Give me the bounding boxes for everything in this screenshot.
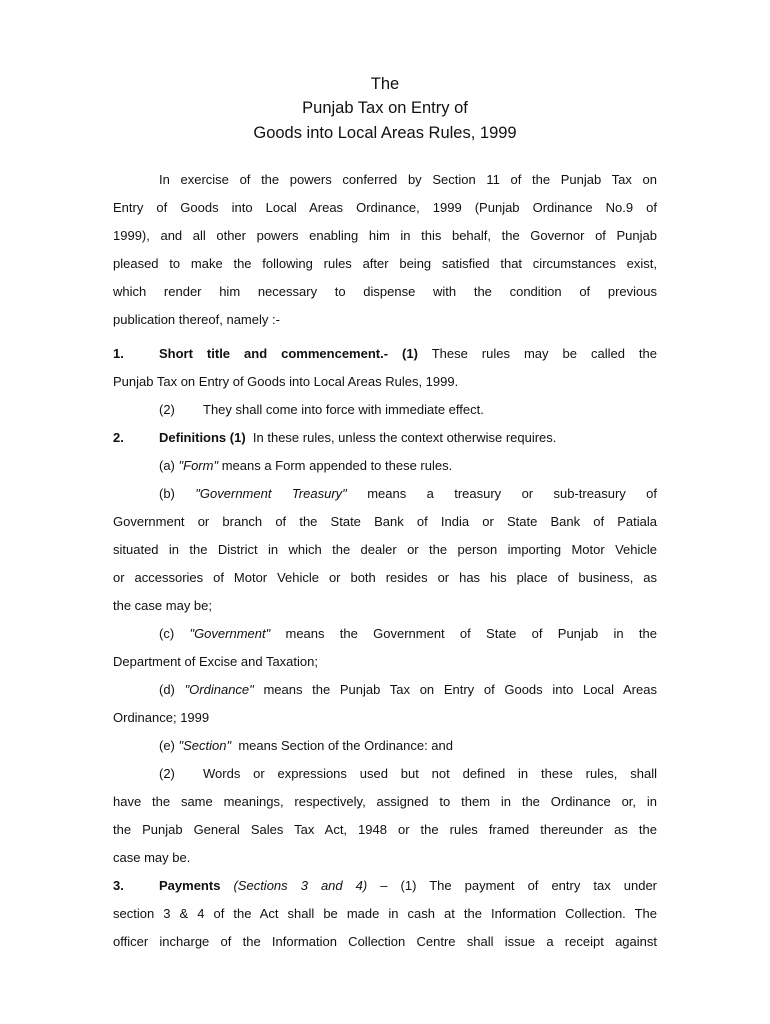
rule-sections: (Sections 3 and 4) [233, 878, 368, 893]
rule-3-line: section 3 & 4 of the Act shall be made in cash at the Information Collection. The [113, 906, 657, 921]
rule-number: 3. [113, 878, 124, 893]
def-text: means the Government of State of Punjab in the [285, 626, 657, 641]
definition-b-line: situated in the District in which the dealer or the person importing Motor Vehicle [113, 542, 657, 557]
preamble-line: 1999), and all other powers enabling him in this behalf, the Governor of Punjab [113, 228, 657, 243]
def-term: "Ordinance" [184, 682, 254, 697]
sub-text: Words or expressions used but not defined in these rules, shall [203, 766, 657, 781]
def-text: means a Form appended to these rules. [221, 458, 453, 473]
def-label: (c) [159, 626, 175, 641]
def-term: "Section" [178, 738, 232, 753]
rule-heading: Definitions (1) [159, 430, 246, 445]
definition-b-line: the case may be; [113, 598, 212, 613]
def-text: means the Punjab Tax on Entry of Goods into Local Areas [263, 682, 657, 697]
preamble-line: which render him necessary to dispense with the condition of previous [113, 284, 657, 299]
definition-c-line: Department of Excise and Taxation; [113, 654, 318, 669]
rule-2-line: the Punjab General Sales Tax Act, 1948 or the rules framed thereunder as the [113, 822, 657, 837]
rule-3-line: officer incharge of the Information Collection Centre shall issue a receipt against [113, 934, 657, 949]
sub-label: (2) [159, 402, 175, 417]
preamble-line: In exercise of the powers conferred by Section 11 of the Punjab Tax on [159, 172, 657, 187]
def-text: means a treasury or sub-treasury of [367, 486, 658, 501]
rule-1-line: Punjab Tax on Entry of Goods into Local Areas Rules, 1999. [113, 374, 459, 389]
definition-e [159, 737, 703, 754]
rule-2-line: have the same meanings, respectively, assigned to them in the Ordinance or, in [113, 794, 657, 809]
def-term: "Government" [189, 626, 271, 641]
rule-number: 1. [113, 346, 124, 361]
def-text: means Section of the Ordinance: and [238, 738, 453, 753]
def-term: "Government Treasury" [195, 486, 347, 501]
sub-label: (2) [159, 766, 175, 781]
definition-d-line: Ordinance; 1999 [113, 710, 210, 725]
definition-b-line: Government or branch of the State Bank of India or State Bank of Patiala [113, 514, 657, 529]
rule-1-heading-line [159, 345, 657, 362]
preamble-line: Entry of Goods into Local Areas Ordinance, 1999 (Punjab Ordinance No.9 of [113, 200, 657, 215]
rule-2-heading-line [159, 429, 657, 446]
rule-3-heading-line [159, 877, 657, 894]
preamble-line: publication thereof, namely :- [113, 312, 280, 327]
def-label: (b) [159, 486, 175, 501]
rule-heading: Short title and commencement.- (1) [159, 346, 418, 361]
definition-a [159, 457, 703, 474]
title-line-3: Goods into Local Areas Rules, 1999 [253, 124, 517, 142]
rule-2-line: case may be. [113, 850, 191, 865]
rule-2-sub-2 [159, 765, 657, 782]
definition-d [159, 681, 657, 698]
rule-text: These rules may be called the [431, 346, 657, 361]
preamble-line: pleased to make the following rules after being satisfied that circumstances exist, [113, 256, 657, 271]
rule-number: 2. [113, 430, 124, 445]
rule-text: In these rules, unless the context otherwise requires. [252, 430, 557, 445]
rule-text: – (1) The payment of entry tax under [380, 878, 658, 893]
def-label: (d) [159, 682, 175, 697]
definition-b-line: or accessories of Motor Vehicle or both resides or has his place of business, as [113, 570, 657, 585]
definition-b [159, 485, 657, 502]
rule-1-sub-2 [159, 401, 703, 418]
def-label: (e) [159, 738, 175, 753]
definition-c [159, 625, 657, 642]
title-line-2: Punjab Tax on Entry of [302, 99, 468, 117]
sub-text: They shall come into force with immediate effect. [203, 402, 484, 417]
def-term: "Form" [178, 458, 219, 473]
def-label: (a) [159, 458, 175, 473]
title-line-1: The [370, 75, 400, 93]
rule-heading: Payments [159, 878, 221, 893]
